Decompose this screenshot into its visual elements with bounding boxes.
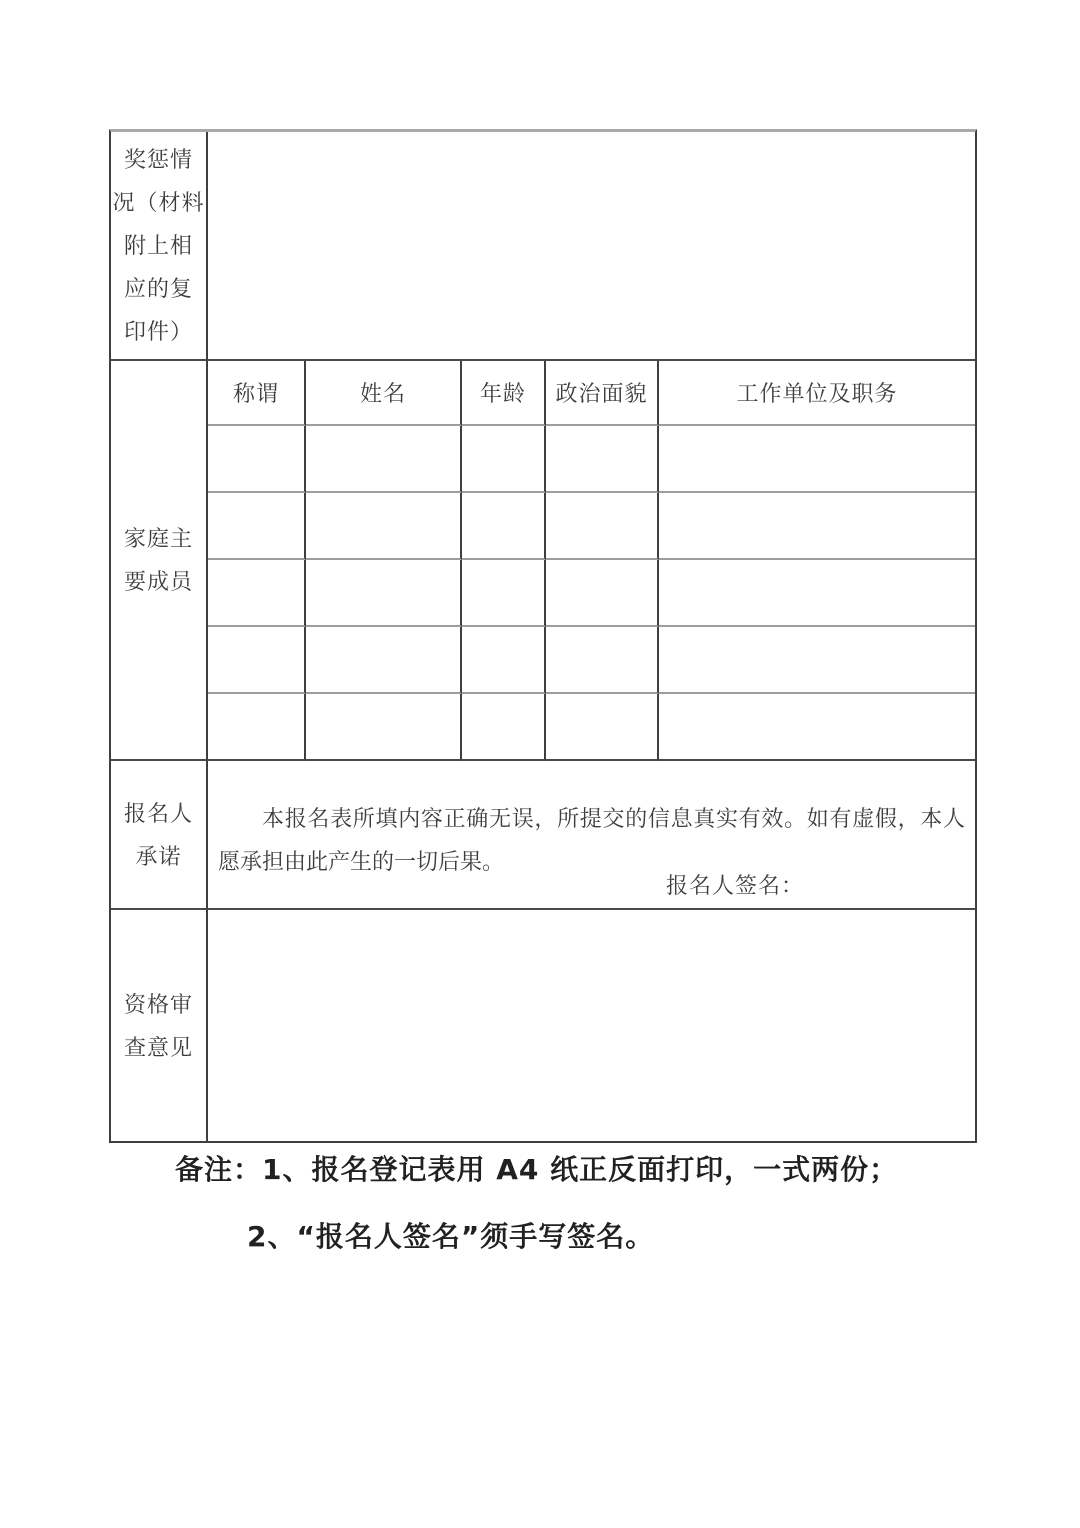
family-cell-name <box>306 493 462 560</box>
review-section-row <box>111 910 975 1141</box>
label-line: 报名人 <box>123 800 193 826</box>
family-cell-age <box>462 694 546 761</box>
family-cell-political-status <box>546 694 659 761</box>
family-row <box>111 627 975 694</box>
family-cell-political-status <box>546 493 659 560</box>
family-cell-name <box>306 627 462 694</box>
family-cell-age <box>462 627 546 694</box>
family-cell-name <box>306 560 462 627</box>
family-cell-name <box>306 426 462 493</box>
column-header-political-status: 政治面貌 <box>546 361 659 426</box>
family-cell-work-unit <box>659 627 975 694</box>
family-row <box>111 493 975 560</box>
label-line: 况（材料 <box>112 190 205 215</box>
family-cell-political-status <box>546 627 659 694</box>
family-cell-name <box>306 694 462 761</box>
review-section-label <box>111 910 208 1141</box>
remark-line-1: 备注：1、报名登记表用 A4 纸正反面打印，一式两份； <box>175 1153 899 1186</box>
commitment-section-label <box>111 761 208 910</box>
family-cell-political-status <box>546 426 659 493</box>
family-cell-work-unit <box>659 694 975 761</box>
registration-form-table <box>109 129 977 1143</box>
family-cell-work-unit <box>659 560 975 627</box>
family-cell-relation <box>208 694 306 761</box>
label-line: 奖惩情 <box>123 147 193 172</box>
family-section-label <box>111 361 208 761</box>
family-cell-age <box>462 560 546 627</box>
column-header-age: 年龄 <box>462 361 546 426</box>
label-line: 要成员 <box>123 569 193 594</box>
label-line: 家庭主 <box>123 526 193 551</box>
rewards-content-cell <box>208 132 975 361</box>
remark-line-2: 2、“报名人签名”须手写签名。 <box>247 1220 655 1253</box>
rewards-section-label <box>111 132 208 361</box>
family-cell-age <box>462 426 546 493</box>
commitment-content-cell <box>208 761 975 910</box>
family-row <box>111 426 975 493</box>
remarks-block <box>175 1150 955 1257</box>
label-line: 应的复 <box>123 276 193 301</box>
label-line: 印件） <box>123 319 193 344</box>
label-line: 资格审 <box>123 991 193 1017</box>
column-header-work-unit: 工作单位及职务 <box>659 361 975 426</box>
commitment-section-row <box>111 761 975 910</box>
family-cell-relation <box>208 627 306 694</box>
commitment-label-text <box>111 792 206 878</box>
family-cell-work-unit <box>659 493 975 560</box>
family-label-text <box>111 517 206 603</box>
commitment-statement: 本报名表所填内容正确无误，所提交的信息真实有效。如有虚假，本人愿承担由此产生的一切后果。 <box>218 805 965 874</box>
applicant-signature-label: 报名人签名： <box>665 873 804 898</box>
review-content-cell <box>208 910 975 1141</box>
family-header-row <box>111 361 975 426</box>
family-cell-political-status <box>546 560 659 627</box>
column-header-name: 姓名 <box>306 361 462 426</box>
label-line: 承诺 <box>135 843 182 869</box>
family-cell-relation <box>208 493 306 560</box>
family-cell-relation <box>208 426 306 493</box>
family-row <box>111 694 975 761</box>
rewards-section-row <box>111 132 975 361</box>
column-header-relation: 称谓 <box>208 361 306 426</box>
family-cell-age <box>462 493 546 560</box>
label-line: 附上相 <box>123 233 193 258</box>
rewards-label-text <box>111 138 206 353</box>
family-cell-work-unit <box>659 426 975 493</box>
label-line: 查意见 <box>123 1034 193 1060</box>
review-label-text <box>111 983 206 1069</box>
family-row <box>111 560 975 627</box>
family-cell-relation <box>208 560 306 627</box>
